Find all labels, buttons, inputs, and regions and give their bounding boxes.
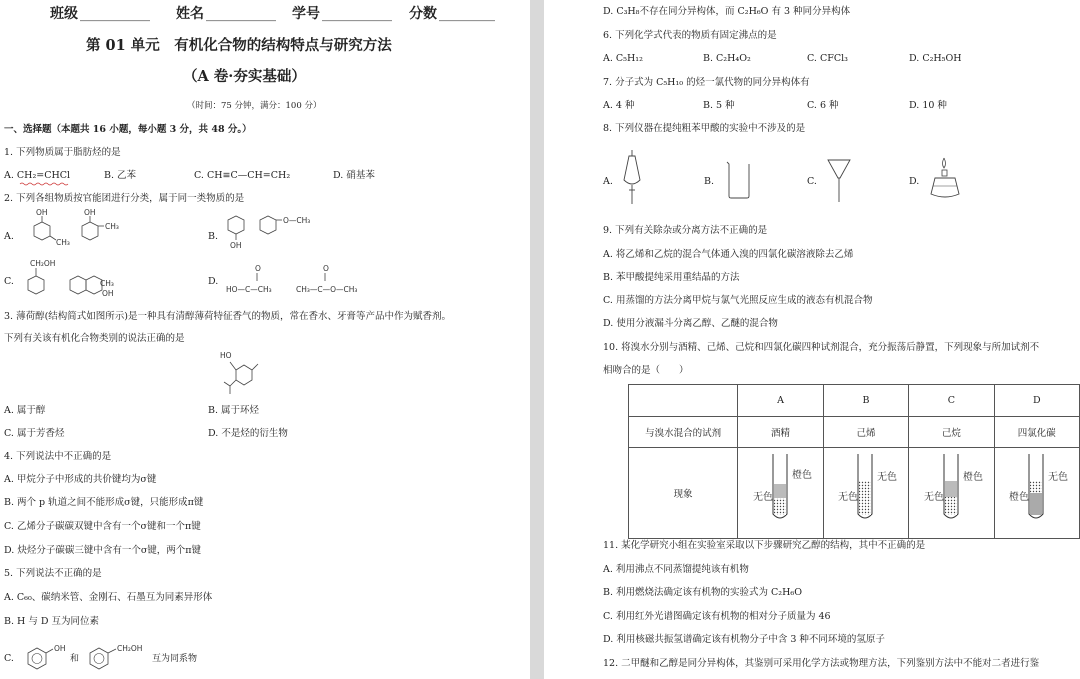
q1-stem: 1. 下列物质属于脂肪烃的是 [4, 147, 121, 158]
q6-option-a: A. C₅H₁₂ [603, 53, 643, 64]
unit-title: 第 01 单元 有机化合物的结构特点与研究方法 [86, 37, 392, 54]
tube-a-colorless-1: 无色 [753, 492, 774, 503]
table-corner-cell [629, 385, 738, 417]
q5-stem: 5. 下列说法不正确的是 [4, 568, 102, 579]
q2a-oh-label-2: OH [84, 208, 96, 217]
q3-option-c: C. 属于芳香烃 [4, 428, 65, 439]
q1-wavy-underline [20, 182, 80, 186]
q2-option-d: D. [208, 276, 219, 287]
class-label: 班级 [50, 6, 78, 22]
table-header-a: A [738, 385, 823, 417]
q2b-och3-label: O—CH₃ [283, 216, 311, 225]
q8-stem: 8. 下列仪器在提纯粗苯甲酸的实验中不涉及的是 [603, 123, 806, 134]
q12-stem: 12. 二甲醚和乙醇是同分异构体，其鉴别可采用化学方法或物理方法，下列鉴别方法中不能对二者进行鉴 [603, 658, 1040, 669]
q9-option-a: A. 将乙烯和乙烷的混合气体通入溴的四氯化碳溶液除去乙烯 [603, 249, 854, 260]
q7-option-d: D. 10 种 [909, 100, 947, 111]
table-header-b: B [823, 385, 908, 417]
q2a-ch3-label-1: CH₃ [56, 238, 70, 247]
tube-cell-b [823, 448, 908, 539]
table-header-c: C [909, 385, 994, 417]
alcohol-lamp-icon [927, 154, 963, 202]
tube-c-colorless: 无色 [923, 492, 944, 503]
separatory-funnel-icon [620, 150, 644, 206]
test-tube-d [996, 448, 1077, 535]
q2c-oh-label: OH [102, 289, 114, 298]
q4-option-b: B. 两个 p 轨道之间不能形成σ键，只能形成π键 [4, 497, 204, 508]
funnel-icon [826, 156, 852, 204]
right-page [544, 0, 1080, 679]
q3-option-b: B. 属于环烃 [208, 405, 260, 416]
table-row1-label: 与溴水混合的试剂 [629, 417, 738, 448]
q9-stem: 9. 下列有关除杂或分离方法不正确的是 [603, 225, 768, 236]
reagent-b: 己烯 [823, 417, 908, 448]
q5-option-d: D. C₃H₈不存在同分异构体，而 C₂H₆O 有 3 种同分异构体 [603, 6, 851, 17]
q3-option-d: D. 不是烃的衍生物 [208, 428, 288, 439]
q2d-structures [226, 262, 386, 302]
reagent-d: 四氯化碳 [994, 417, 1079, 448]
q7-option-b: B. 5 种 [703, 100, 735, 111]
class-blank: __________ [80, 6, 150, 22]
q8-option-c: C. [807, 176, 817, 187]
q5c-ch2oh-label: CH₂OH [117, 644, 143, 653]
tube-cell-c [909, 448, 994, 539]
q2c-ch3-label: CH₃ [100, 279, 114, 288]
q10-table [628, 384, 1080, 539]
q5c-and: 和 [70, 654, 80, 664]
paper-subtitle: （A 卷·夯实基础） [183, 68, 306, 85]
tube-b-colorless-2: 无色 [838, 492, 859, 503]
q2a-ch3-label-2: CH₃ [105, 222, 119, 231]
q7-option-c: C. 6 种 [807, 100, 839, 111]
q1-option-b: B. 乙苯 [104, 170, 137, 181]
test-tube-b [825, 448, 906, 535]
q2a-oh-label-1: OH [36, 208, 48, 217]
q5c-tail: 互为同系物 [152, 654, 198, 664]
q10-stem-line2: 相吻合的是（ ） [603, 365, 689, 376]
q5c-structures [22, 639, 212, 675]
q3-menthol-structure [216, 350, 276, 400]
q5-option-a: A. C₆₀、碳纳米管、金刚石、石墨互为同素异形体 [4, 592, 213, 603]
q3-option-a: A. 属于醇 [4, 405, 46, 416]
id-blank: __________ [322, 6, 392, 22]
tube-c-orange: 橙色 [962, 472, 983, 483]
q8-option-d: D. [909, 176, 920, 187]
q4-option-a: A. 甲烷分子中形成的共价键均为σ键 [4, 474, 157, 485]
tube-d-colorless: 无色 [1048, 472, 1069, 483]
q2b-structures [222, 212, 342, 257]
q11-stem: 11. 某化学研究小组在实验室采取以下步骤研究乙醇的结构，其中不正确的是 [603, 540, 926, 551]
q11-option-d: D. 利用核磁共振氢谱确定该有机物分子中含 3 种不同环境的氢原子 [603, 634, 885, 645]
q2d-o-label-2: O [323, 264, 329, 273]
q6-option-c: C. CFCl₃ [807, 53, 848, 64]
q9-option-c: C. 用蒸馏的方法分离甲烷与氯气光照反应生成的液态有机混合物 [603, 295, 873, 306]
score-label: 分数 [409, 6, 437, 22]
reagent-a: 酒精 [738, 417, 823, 448]
reagent-c: 己烷 [909, 417, 994, 448]
q3-stem-line2: 下列有关该有机化合物类别的说法正确的是 [4, 333, 185, 344]
q8-option-b: B. [704, 176, 715, 187]
time-info: （时间：75 分钟，满分：100 分） [187, 101, 322, 111]
left-page [0, 0, 530, 679]
q8-option-a: A. [603, 176, 613, 187]
name-blank: __________ [206, 6, 276, 22]
tube-cell-a [738, 448, 823, 539]
score-blank: ________ [439, 6, 495, 22]
q9-option-d: D. 使用分液漏斗分离乙醇、乙醚的混合物 [603, 318, 778, 329]
q11-option-a: A. 利用沸点不同蒸馏提纯该有机物 [603, 564, 749, 575]
q4-stem: 4. 下列说法中不正确的是 [4, 451, 112, 462]
q2-option-b: B. [208, 231, 219, 242]
q2-option-a: A. [4, 231, 14, 242]
q7-option-a: A. 4 种 [603, 100, 635, 111]
beaker-icon [724, 160, 754, 200]
q1-option-d: D. 硝基苯 [333, 170, 375, 181]
q1-option-c: C. CH≡C—CH=CH₂ [194, 170, 291, 181]
tube-b-colorless-1: 无色 [877, 472, 898, 483]
tube-a-orange-1: 橙色 [792, 470, 813, 481]
test-tube-c [911, 448, 992, 535]
tube-cell-d [994, 448, 1079, 539]
id-label: 学号 [292, 6, 320, 22]
q3-stem-line1: 3. 薄荷醇(结构简式如图所示)是一种具有清醇薄荷特征香气的物质，常在香水、牙膏等产品中作为赋香剂。 [4, 311, 451, 322]
name-label: 姓名 [176, 6, 204, 22]
q6-option-d: D. C₂H₅OH [909, 53, 962, 64]
test-tube-a [740, 448, 821, 535]
q5-option-c: C. [4, 653, 14, 664]
q11-option-b: B. 利用燃烧法确定该有机物的实验式为 C₂H₆O [603, 587, 802, 598]
q2d-o-label-1: O [255, 264, 261, 273]
q10-stem-line1: 10. 将溴水分别与酒精、己烯、己烷和四氯化碳四种试剂混合，充分振荡后静置，下列现象与所加试剂不 [603, 342, 1040, 353]
q4-option-d: D. 炔烃分子碳碳三键中含有一个σ键，两个π键 [4, 545, 202, 556]
q11-option-c: C. 利用红外光谱图确定该有机物的相对分子质量为 46 [603, 611, 831, 622]
q1-option-a: A. CH₂=CHCl [4, 170, 71, 181]
q6-stem: 6. 下列化学式代表的物质有固定沸点的是 [603, 30, 777, 41]
q2b-oh-label: OH [230, 241, 242, 250]
q2d-ho-c-ch3: HO—C—CH₃ [226, 285, 272, 294]
q6-option-b: B. C₂H₄O₂ [703, 53, 751, 64]
tube-d-orange: 橙色 [1009, 492, 1030, 503]
q2-option-c: C. [4, 276, 14, 287]
q3-ho-label: HO [220, 351, 232, 360]
q2d-ch3-c-o-ch3: CH₃—C—O—CH₃ [296, 285, 358, 294]
q4-option-c: C. 乙烯分子碳碳双键中含有一个σ键和一个π键 [4, 521, 201, 532]
table-header-d: D [994, 385, 1079, 417]
section-title: 一、选择题（本题共 16 小题，每小题 3 分，共 48 分。） [4, 124, 252, 135]
q2c-structures [22, 258, 142, 303]
q2a-phenols-structure [22, 208, 142, 257]
table-row2-label: 现象 [629, 448, 738, 539]
q2-stem: 2. 下列各组物质按官能团进行分类，属于同一类物质的是 [4, 193, 245, 204]
q2c-ch2oh-label: CH₂OH [30, 259, 56, 268]
q7-stem: 7. 分子式为 C₅H₁₀ 的烃一氯代物的同分异构体有 [603, 77, 810, 88]
q5-option-b: B. H 与 D 互为同位素 [4, 616, 99, 627]
q9-option-b: B. 苯甲酸提纯采用重结晶的方法 [603, 272, 740, 283]
q5c-oh-label: OH [54, 644, 66, 653]
